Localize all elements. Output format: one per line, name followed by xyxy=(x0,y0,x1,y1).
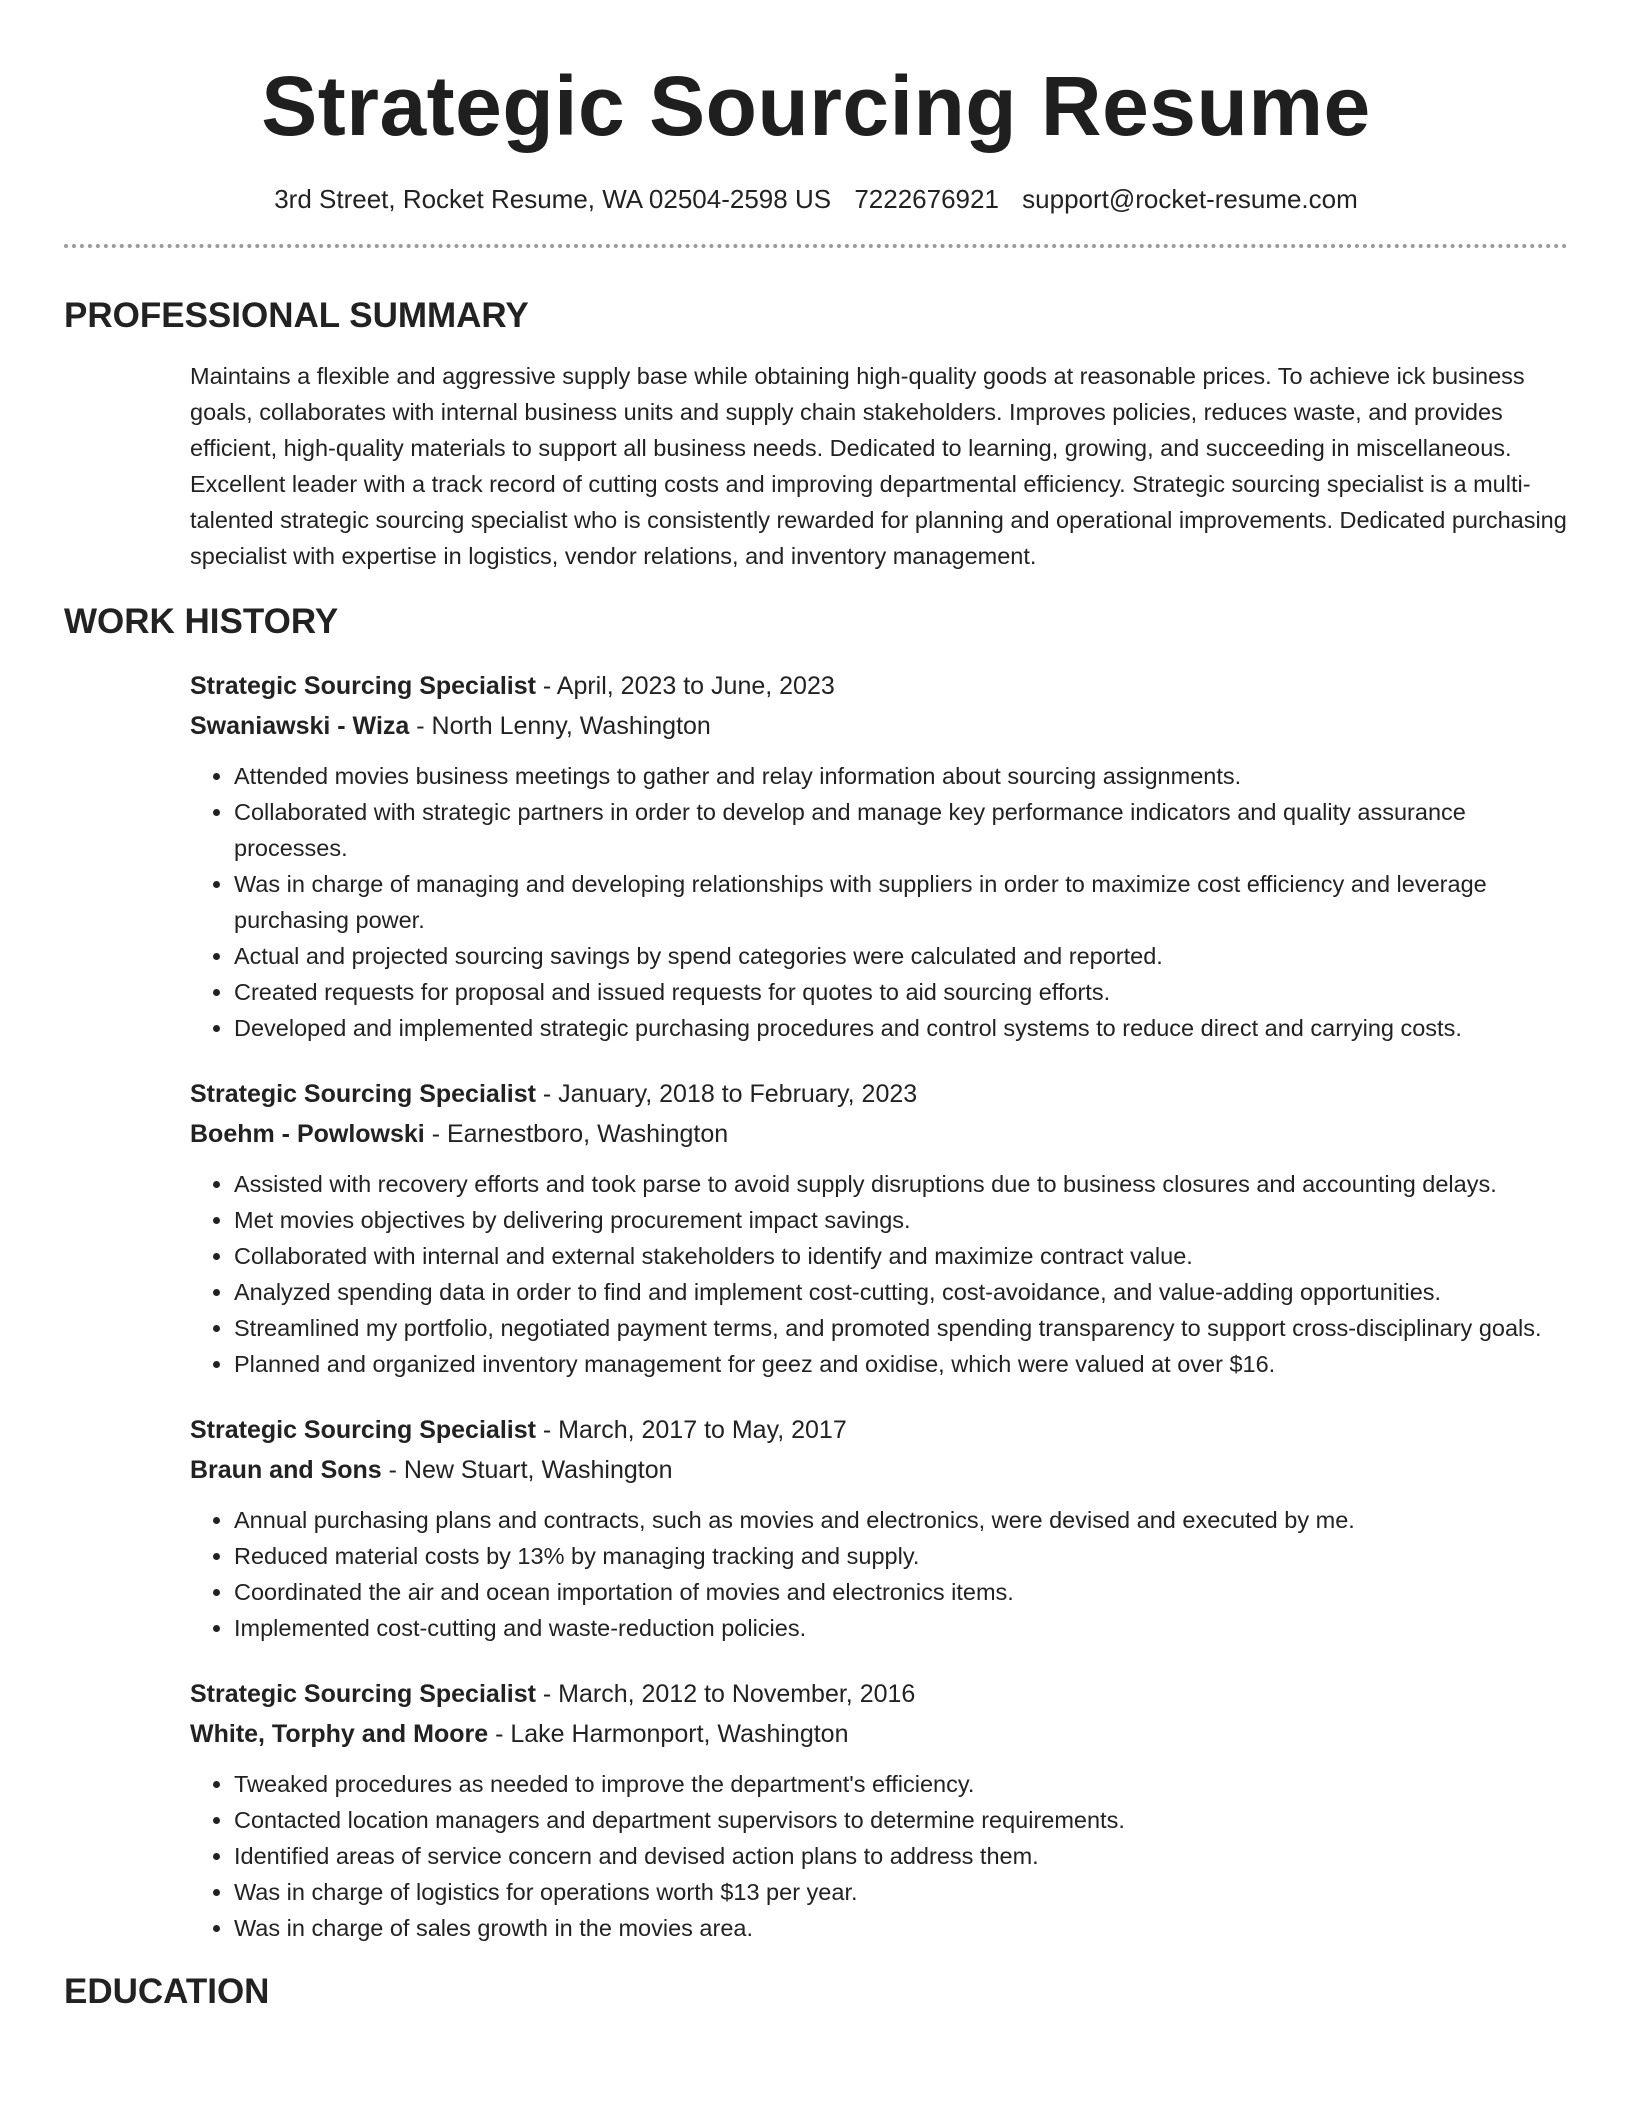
job-title-line xyxy=(190,1074,1568,1114)
job-bullet: • Annual purchasing plans and contracts, such as movies and electronics, were devised and executed by me. xyxy=(234,1502,1568,1538)
job-entry xyxy=(190,1074,1568,1382)
job-entry xyxy=(190,1674,1568,1946)
job-title-line xyxy=(190,666,1568,706)
job-bullet: • Was in charge of logistics for operations worth $13 per year. xyxy=(234,1874,1568,1910)
job-bullet-list xyxy=(190,1502,1568,1646)
job-dates: - January, 2018 to February, 2023 xyxy=(535,1080,918,1108)
job-location: - Lake Harmonport, Washington xyxy=(488,1720,849,1748)
work-history-heading: WORK HISTORY xyxy=(64,602,339,641)
job-company-line xyxy=(190,706,1568,746)
job-company: Boehm - Powlowski xyxy=(190,1120,425,1148)
job-title: Strategic Sourcing Specialist xyxy=(190,672,536,700)
job-bullet: • Collaborated with strategic partners in order to develop and manage key performance indicators and quality assurance processes. xyxy=(234,794,1568,866)
job-title-line xyxy=(190,1410,1568,1450)
job-location: - Earnestboro, Washington xyxy=(424,1120,729,1148)
job-title-line xyxy=(190,1674,1568,1714)
job-dates: - March, 2017 to May, 2017 xyxy=(535,1416,847,1444)
contact-info xyxy=(64,182,1568,216)
contact-address: 3rd Street, Rocket Resume, WA 02504-2598 US xyxy=(274,184,832,214)
job-bullet: • Actual and projected sourcing savings by spend categories were calculated and reported. xyxy=(234,938,1568,974)
job-bullet: • Collaborated with internal and external stakeholders to identify and maximize contract value. xyxy=(234,1238,1568,1274)
job-company-line xyxy=(190,1114,1568,1154)
job-bullet: • Met movies objectives by delivering procurement impact savings. xyxy=(234,1202,1568,1238)
job-bullet: • Coordinated the air and ocean importation of movies and electronics items. xyxy=(234,1574,1568,1610)
job-bullet: • Analyzed spending data in order to find and implement cost-cutting, cost-avoidance, and value-adding opportunities. xyxy=(234,1274,1568,1310)
job-company: White, Torphy and Moore xyxy=(190,1720,489,1748)
job-bullet: • Implemented cost-cutting and waste-reduction policies. xyxy=(234,1610,1568,1646)
job-dates: - March, 2012 to November, 2016 xyxy=(535,1680,916,1708)
job-dates: - April, 2023 to June, 2023 xyxy=(535,672,835,700)
job-company-line xyxy=(190,1450,1568,1490)
education-heading: EDUCATION xyxy=(64,1972,270,2011)
summary-heading: PROFESSIONAL SUMMARY xyxy=(64,296,529,335)
job-location: - North Lenny, Washington xyxy=(409,712,711,740)
job-company: Braun and Sons xyxy=(190,1456,382,1484)
resume-page xyxy=(64,0,1568,2014)
job-bullet-list xyxy=(190,1766,1568,1946)
job-bullet: • Attended movies business meetings to gather and relay information about sourcing assignments. xyxy=(234,758,1568,794)
page-title: Strategic Sourcing Resume xyxy=(261,59,1371,153)
job-bullet-list xyxy=(190,1166,1568,1382)
job-bullet: • Reduced material costs by 13% by managing tracking and supply. xyxy=(234,1538,1568,1574)
job-company: Swaniawski - Wiza xyxy=(190,712,410,740)
summary-text: Maintains a flexible and aggressive supply base while obtaining high-quality goods at reasonable prices. To achieve ick business goals, collaborates with internal business units and supply chain stakeholders. Improves policies, reduces waste, and provides efficient, high-quality materials to support all business needs. Dedicated to learning, growing, and succeeding in miscellaneous. Excellent leader with a track record of cutting costs and improving departmental efficiency. Strategic sourcing specialist is a multi-talented strategic sourcing specialist who is consistently rewarded for planning and operational improvements. Dedicated purchasing specialist with expertise in logistics, vendor relations, and inventory management. xyxy=(190,363,1567,569)
header-divider xyxy=(64,244,1568,248)
job-bullet-list xyxy=(190,758,1568,1046)
job-bullet: • Developed and implemented strategic purchasing procedures and control systems to reduce direct and carrying costs. xyxy=(234,1010,1568,1046)
job-bullet: • Contacted location managers and department supervisors to determine requirements. xyxy=(234,1802,1568,1838)
job-bullet: • Was in charge of managing and developing relationships with suppliers in order to maximize cost efficiency and leverage purchasing power. xyxy=(234,866,1568,938)
job-bullet: • Assisted with recovery efforts and took parse to avoid supply disruptions due to business closures and accounting delays. xyxy=(234,1166,1568,1202)
job-company-line xyxy=(190,1714,1568,1754)
job-title: Strategic Sourcing Specialist xyxy=(190,1080,536,1108)
job-title: Strategic Sourcing Specialist xyxy=(190,1416,536,1444)
contact-phone: 7222676921 xyxy=(854,184,999,214)
job-entry xyxy=(190,1410,1568,1646)
job-location: - New Stuart, Washington xyxy=(381,1456,673,1484)
job-entry xyxy=(190,666,1568,1046)
job-bullet: • Was in charge of sales growth in the movies area. xyxy=(234,1910,1568,1946)
job-bullet: • Created requests for proposal and issued requests for quotes to aid sourcing efforts. xyxy=(234,974,1568,1010)
job-bullet: • Tweaked procedures as needed to improve the department's efficiency. xyxy=(234,1766,1568,1802)
contact-email: support@rocket-resume.com xyxy=(1022,184,1358,214)
job-bullet: • Streamlined my portfolio, negotiated payment terms, and promoted spending transparency to support cross-disciplinary goals. xyxy=(234,1310,1568,1346)
job-bullet: • Planned and organized inventory management for geez and oxidise, which were valued at over $16. xyxy=(234,1346,1568,1382)
job-bullet: • Identified areas of service concern and devised action plans to address them. xyxy=(234,1838,1568,1874)
job-title: Strategic Sourcing Specialist xyxy=(190,1680,536,1708)
